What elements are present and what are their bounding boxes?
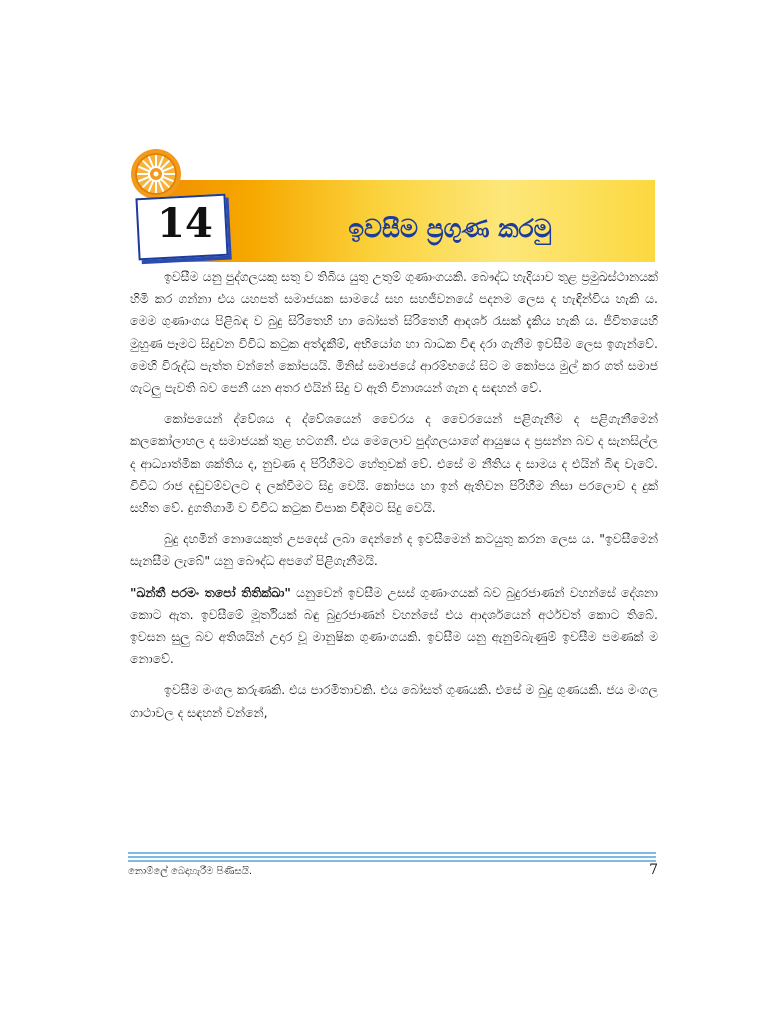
paragraph-4 [130,582,658,671]
chapter-title: ඉවසීම ප්‍රගුණ කරමු [348,214,552,243]
footer-rule-middle [128,856,656,858]
paragraph-3: බුදු දහමින් නොයෙකුත් උපදෙස් ලබා දෙන්නේ ද ඉවසීමෙන් කටයුතු කරන ලෙස ය. "ඉවසීමෙන් සැනසීම ලැබේ" යනු බෞද්ධ අපගේ පිළිගැනීමයි. [130,531,658,569]
footer-rule-bottom [128,860,656,862]
paragraph-5: ඉවසීම මංගල කරුණකි. එය පාරමිතාවකි. එය බෝසත් ගුණයකි. එසේ ම බුදු ගුණයකි. ජය මංගල ගාථාවල ද සඳහන් වන්නේ, [130,682,658,720]
chapter-number: 14 [157,200,213,247]
paragraph-4-text: යනුවෙන් ඉවසීම උසස් ගුණාංගයක් බව බුදුරජාණන් වහන්සේ දේශනා කොට ඇත. ඉවසීමේ මූර්තියක් බඳු බුදුරජාණන් වහන්සේ එය ආදර්ශයෙන් අර්ථවත් කොට තිබේ. ඉවසන සුලු බව අතිශයින් උදාර වූ මානුෂික ගුණාංගයකි. ඉවසීම යනු ඇනුම්බැණුම් ඉවසීම පමණක් ම නොවේ. [130,584,658,667]
paragraph-2: කෝපයෙන් ද්වේශය ද ද්වේශයෙන් වෛරය ද වෛරයෙන් පළිගැනීම ද පළිගැනීමෙන් කලකෝලාහල ද සමාජයක් තුළ හටගනී. එය මෙලොව පුද්ගලයාගේ ආයුෂය ද ප්‍රසන්න බව ද සැනසිල්ල ද ආධ්‍යාත්මික ශක්තිය ද, නුවණ ද පිරිහීමට හේතුවක් වේ. එසේ ම නීතිය ද සාමය ද එයින් බිඳ වැටේ. විවිධ රාජ දඬුවම්වලට ද ලක්වීමට සිදු වෙයි. කෝපය හා ඉන් ඇතිවන පිරිහීම නිසා පරලොව ද දුක් සහිත වේ. දුගතිගාමී ව විවිධ කටුක විපාක විඳීමට සිදු වෙයි. [130,411,658,516]
page-number: 7 [649,862,658,878]
pali-quote: "ඛන්තී පරමං තපෝ තිතික්ඛා" [130,584,291,600]
footer-rule-top [128,852,656,854]
paragraph-1: ඉවසීම යනු පුද්ගලයකු සතු ව තිබිය යුතු උතුම් ගුණාංගයකි. බෞද්ධ හැදියාව තුළ ප්‍රමුඛස්ථානයක් හිමි කර ගන්නා එය යහපත් සමාජයක සාමයේ සහ සහජීවනයේ පදනම ලෙස ද හැඳින්විය හැකි ය. මෙම ගුණාංගය පිළිබඳ ව බුදු සිරිතෙහි හා බෝසත් සිරිතෙහි ආදර්ශ රැසක් දැකිය හැකි ය. ජීවිතයෙහි මුහුණ පෑමට සිදුවන විවිධ කටුක අත්දැකීම්, අභියෝග හා බාධක විඳ දරා ගැනීම ඉවසීම ලෙස ඉගැන්වේ. මෙහි විරුද්ධ පැත්ත වන්නේ කෝපයයි. මිනිස් සමාජයේ ආරම්භයේ සිට ම කෝපය මුල් කර ගත් සමාජ ගැටලු පැවති බව පෙනී යන අතර එයින් සිදු ව ඇති විනාශයන් ගැන ද සඳහන් වේ. [130,269,658,396]
dharma-wheel-icon [130,148,182,200]
chapter-body [130,266,658,733]
footer-text: නොම්ලේ බෙදාහැරීම පිණිසයි. [128,866,253,877]
